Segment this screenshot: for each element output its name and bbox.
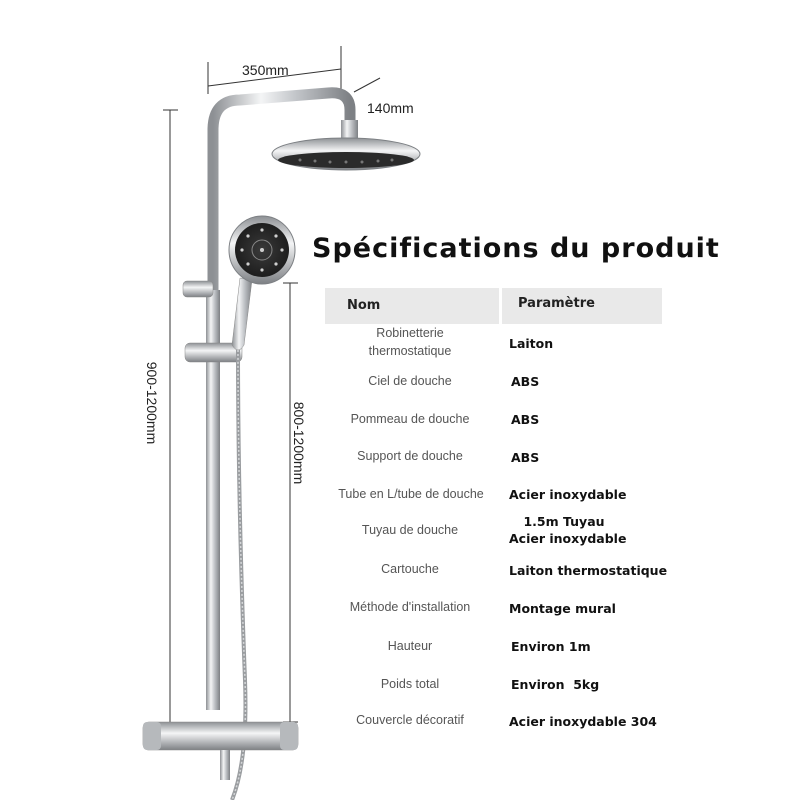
table-row-value: 1.5m Tuyau Acier inoxydable: [509, 514, 627, 546]
table-row-name: Poids total: [380, 677, 440, 691]
table-row-value: Laiton: [509, 336, 554, 351]
table-row-name: Méthode d'installation: [349, 600, 471, 614]
table-header-name: Nom: [347, 298, 381, 313]
dimension-width-label: 350mm: [242, 62, 289, 78]
table-row-value: Environ 1m: [511, 639, 591, 654]
dimension-total-height-label: 900-1200mm: [144, 361, 160, 445]
dimension-slide-height-label: 800-1200mm: [291, 401, 307, 485]
table-row-name: Hauteur: [387, 639, 433, 653]
table-row-value: Environ 5kg: [511, 677, 600, 692]
table-row-value: Acier inoxydable: [509, 487, 627, 502]
table-row-name: Robinetterie thermostatique: [368, 326, 452, 358]
table-header-name-cell: [325, 288, 499, 324]
table-row-value: ABS: [511, 412, 540, 427]
thermostatic-mixer: [143, 722, 298, 750]
table-row-name: Tube en L/tube de douche: [338, 487, 484, 501]
wall-bracket: [183, 281, 213, 297]
table-row-name: Support de douche: [357, 449, 463, 463]
table-row-value: ABS: [511, 450, 540, 465]
table-row-value: Laiton thermostatique: [509, 563, 668, 578]
table-row-name: Tuyau de douche: [361, 523, 459, 537]
table-row-name: Couvercle décoratif: [356, 713, 464, 727]
table-header-value: Paramètre: [518, 296, 595, 311]
table-row-name: Cartouche: [381, 562, 439, 576]
table-row-name: Pommeau de douche: [350, 412, 470, 426]
table-row-value: ABS: [511, 374, 540, 389]
table-row-name: Ciel de douche: [368, 374, 452, 388]
dimension-depth-label: 140mm: [367, 100, 414, 116]
table-row-value: Acier inoxydable 304: [509, 714, 657, 729]
specifications-title: Spécifications du produit: [312, 233, 720, 264]
table-header-value-cell: [502, 288, 662, 324]
table-row-value: Montage mural: [509, 601, 616, 616]
